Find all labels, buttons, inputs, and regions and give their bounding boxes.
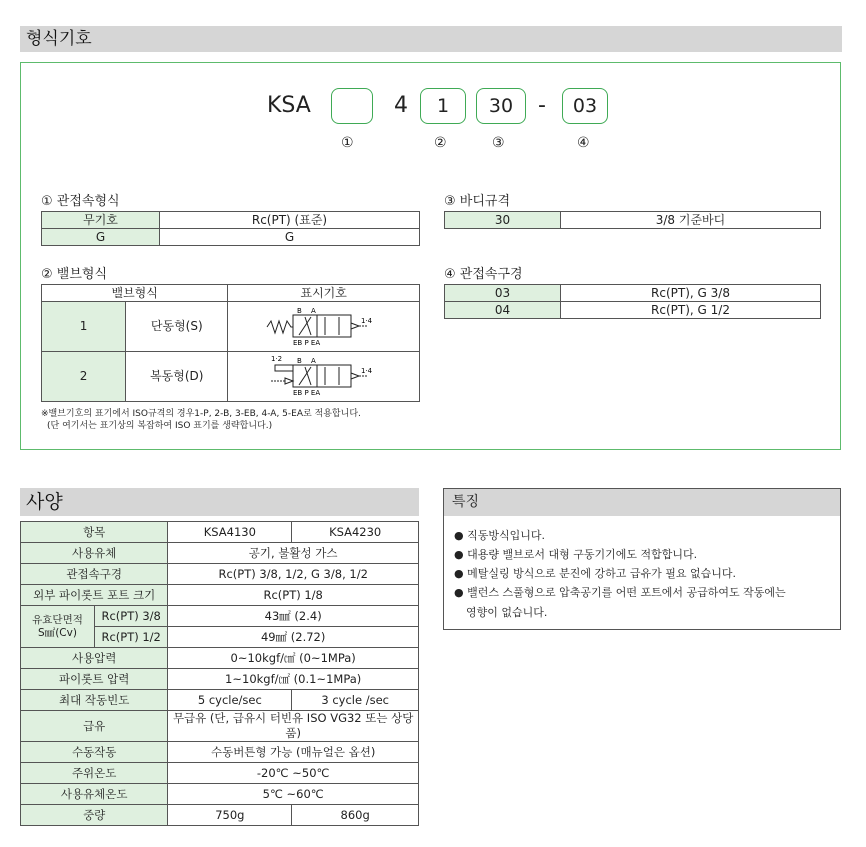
feature-item: ● 메탈실링 방식으로 분진에 강하고 급유가 필요 없습니다.	[454, 567, 736, 580]
port-size-r2-c1: 04	[445, 302, 561, 319]
spec-frequency-v2: 3 cycle /sec	[292, 690, 419, 711]
double-label-b: B	[296, 356, 302, 365]
features-panel	[443, 488, 841, 630]
model-code-title: 형식기호	[20, 26, 842, 52]
spec-weight-label: 중량	[21, 805, 168, 826]
valve-double-symbol-icon	[249, 353, 399, 397]
spec-table	[20, 521, 419, 826]
body-size-title: ③ 바디규격	[444, 194, 511, 209]
valve-type-row1-no: 1	[42, 302, 126, 352]
spec-area-sub-label: Rc(PT) 3/8	[95, 606, 168, 627]
valve-type-h2: 표시기호	[228, 285, 420, 302]
connection-type-c1: G	[42, 229, 160, 246]
spec-row-value: -20℃ ~50℃	[168, 763, 419, 784]
spec-weight-v1: 750g	[168, 805, 292, 826]
features-title: 특징	[444, 489, 840, 516]
spec-header-model1: KSA4130	[168, 522, 292, 543]
spec-frequency-label: 최대 작동빈도	[21, 690, 168, 711]
single-label-bottom: EB P EA	[292, 338, 320, 347]
spec-row-value: 공기, 불활성 가스	[168, 543, 419, 564]
port-size-title: ④ 관접속구경	[444, 267, 523, 282]
marker-4: ④	[577, 135, 590, 151]
model-code-panel	[20, 62, 841, 450]
spec-row-label: 파이롯트 압력	[21, 669, 168, 690]
feature-item: ● 밸런스 스풀형으로 압축공기를 어떤 포트에서 공급하여도 작동에는	[454, 586, 786, 599]
spec-row-value: 1~10kgf/㎠ (0.1~1MPa)	[168, 669, 419, 690]
spec-row-value: 0~10kgf/㎠ (0~1MPa)	[168, 648, 419, 669]
spec-row-value: Rc(PT) 3/8, 1/2, G 3/8, 1/2	[168, 564, 419, 585]
double-label-right: 1·4	[360, 366, 372, 375]
port-size-r1-c2: Rc(PT), G 3/8	[561, 285, 821, 302]
port-size-r2-c2: Rc(PT), G 1/2	[561, 302, 821, 319]
valve-single-symbol-icon	[249, 303, 399, 347]
valve-type-h1: 밸브형식	[42, 285, 228, 302]
code-box-2: 1	[420, 88, 466, 124]
spec-row-label: 관접속구경	[21, 564, 168, 585]
spec-row-label: 사용유체온도	[21, 784, 168, 805]
body-size-c1: 30	[445, 212, 561, 229]
spec-header-item: 항목	[21, 522, 168, 543]
valve-note	[41, 408, 361, 432]
body-size-table	[444, 211, 821, 229]
port-size-r1-c1: 03	[445, 285, 561, 302]
spec-row-label: 외부 파이롯트 포트 크기	[21, 585, 168, 606]
spec-header-model2: KSA4230	[292, 522, 419, 543]
spec-row-label: 급유	[21, 711, 168, 742]
valve-type-row2-no: 2	[42, 352, 126, 402]
code-mid: 4	[394, 93, 408, 118]
spec-row-value: Rc(PT) 1/8	[168, 585, 419, 606]
code-box-1	[331, 88, 373, 124]
spec-area-label-line-2: S㎟(Cv)	[38, 626, 77, 639]
spec-row-value: 무급유 (단, 급유시 터빈유 ISO VG32 또는 상당품)	[168, 711, 419, 742]
model-code-row	[21, 88, 840, 151]
connection-type-h2: Rc(PT) (표준)	[160, 212, 420, 229]
spec-area-value: 43㎟ (2.4)	[168, 606, 419, 627]
feature-item-continuation: 영향이 없습니다.	[466, 606, 548, 619]
valve-symbol-single	[228, 302, 420, 352]
single-label-a: A	[310, 306, 316, 315]
valve-symbol-double	[228, 352, 420, 402]
connection-type-h1: 무기호	[42, 212, 160, 229]
double-label-bottom: EB P EA	[292, 388, 320, 397]
single-label-right: 1·4	[360, 316, 372, 325]
marker-1: ①	[341, 135, 354, 151]
valve-type-row2-name: 복동형(D)	[126, 352, 228, 402]
marker-3: ③	[492, 135, 505, 151]
body-size-c2: 3/8 기준바디	[561, 212, 821, 229]
marker-2: ②	[434, 135, 447, 151]
single-label-b: B	[296, 306, 302, 315]
spec-row-label: 주위온도	[21, 763, 168, 784]
spec-title: 사양	[20, 488, 419, 516]
connection-type-table	[41, 211, 420, 246]
spec-row-value: 수동버튼형 가능 (매뉴얼은 옵션)	[168, 742, 419, 763]
valve-type-table	[41, 284, 420, 402]
connection-type-c2: G	[160, 229, 420, 246]
feature-item: ● 대용량 밸브로서 대형 구동기기에도 적합합니다.	[454, 548, 698, 561]
spec-weight-v2: 860g	[292, 805, 419, 826]
code-prefix: KSA	[267, 93, 311, 118]
valve-type-title: ② 밸브형식	[41, 267, 108, 282]
spec-row-label: 사용압력	[21, 648, 168, 669]
spec-row-label: 사용유체	[21, 543, 168, 564]
spec-area-label-line-1: 유효단면적	[32, 613, 83, 626]
spec-area-label	[21, 606, 95, 648]
valve-note-line-2: (단 여기서는 표기상의 복잡하여 ISO 표기를 생략합니다.)	[47, 421, 273, 431]
code-box-4: 03	[562, 88, 608, 124]
spec-row-value: 5℃ ~60℃	[168, 784, 419, 805]
connection-type-title: ① 관접속형식	[41, 194, 120, 209]
spec-area-value: 49㎟ (2.72)	[168, 627, 419, 648]
code-box-3: 30	[476, 88, 526, 124]
code-dash: -	[538, 93, 546, 118]
spec-frequency-v1: 5 cycle/sec	[168, 690, 292, 711]
double-label-left: 1·2	[270, 354, 282, 363]
double-label-a: A	[310, 356, 316, 365]
valve-note-line-1: ※밸브기호의 표기에서 ISO규격의 경우1-P, 2-B, 3-EB, 4-A, 5-EA로 적용합니다.	[41, 409, 361, 419]
port-size-table	[444, 284, 821, 319]
spec-row-label: 수동작동	[21, 742, 168, 763]
valve-type-row1-name: 단동형(S)	[126, 302, 228, 352]
feature-item: ● 직동방식입니다.	[454, 529, 545, 542]
spec-area-sub-label: Rc(PT) 1/2	[95, 627, 168, 648]
